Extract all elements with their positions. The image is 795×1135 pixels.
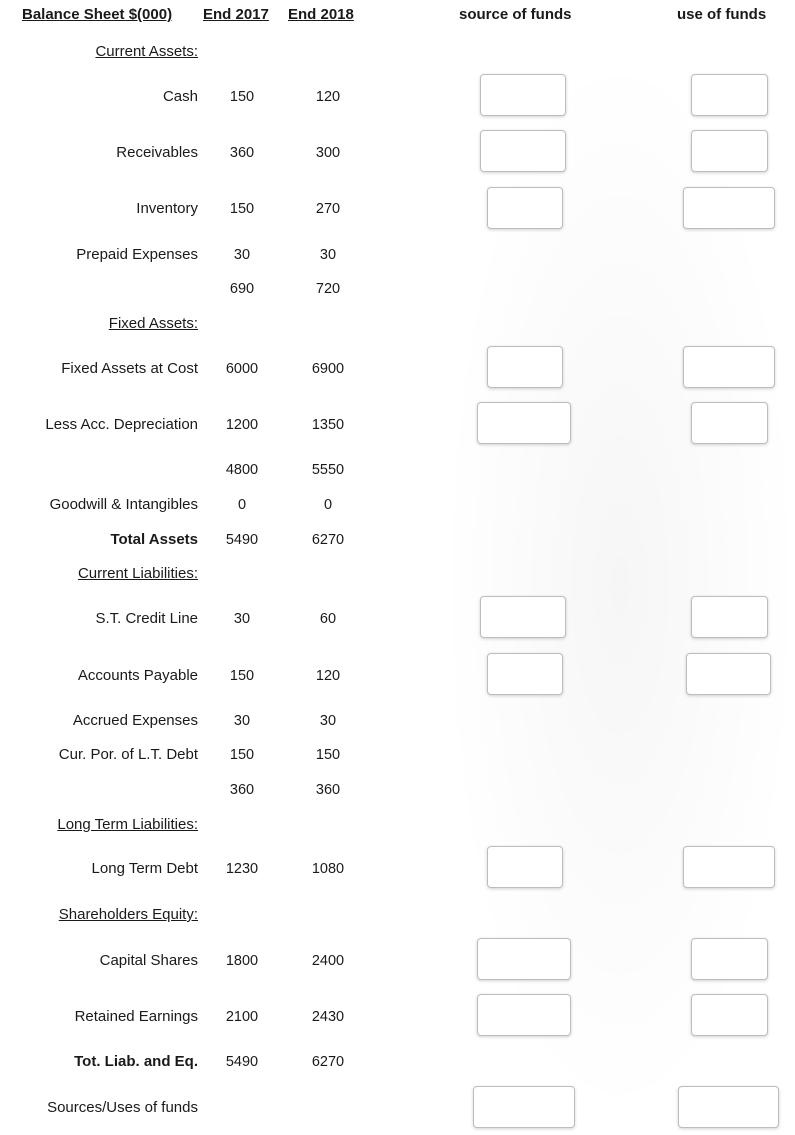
receivables-source-input[interactable] — [480, 130, 566, 172]
prepaid-2018: 30 — [319, 247, 337, 263]
cur-por-2017: 150 — [229, 747, 255, 763]
retained-use-input[interactable] — [691, 994, 768, 1036]
header-title: Balance Sheet $(000) — [22, 6, 173, 23]
row-label-cash: Cash — [162, 88, 198, 105]
row-label-goodwill: Goodwill & Intangibles — [49, 496, 198, 513]
acc-dep-use-input[interactable] — [691, 402, 768, 444]
accrued-2017: 30 — [233, 713, 251, 729]
retained-2017: 2100 — [225, 1009, 259, 1025]
goodwill-2017: 0 — [237, 497, 247, 513]
section-long-term-liabilities: Long Term Liabilities: — [57, 816, 198, 833]
st-credit-use-input[interactable] — [691, 596, 768, 638]
uses-total-input[interactable] — [678, 1086, 779, 1128]
inventory-use-input[interactable] — [683, 187, 775, 229]
acc-dep-2018: 1350 — [311, 417, 345, 433]
current-assets-total-2018: 720 — [315, 281, 341, 297]
tot-liab-eq-2018: 6270 — [311, 1054, 345, 1070]
retained-2018: 2430 — [311, 1009, 345, 1025]
row-label-long-term-debt: Long Term Debt — [91, 860, 198, 877]
receivables-2017: 360 — [229, 145, 255, 161]
fixed-cost-2018: 6900 — [311, 361, 345, 377]
accrued-2018: 30 — [319, 713, 337, 729]
fixed-cost-2017: 6000 — [225, 361, 259, 377]
capital-2018: 2400 — [311, 953, 345, 969]
st-credit-2017: 30 — [233, 611, 251, 627]
acc-dep-2017: 1200 — [225, 417, 259, 433]
net-fixed-2017: 4800 — [225, 462, 259, 478]
prepaid-2017: 30 — [233, 247, 251, 263]
section-fixed-assets: Fixed Assets: — [108, 315, 198, 332]
row-label-retained-earnings: Retained Earnings — [74, 1008, 198, 1025]
accounts-payable-source-input[interactable] — [487, 653, 563, 695]
inventory-2017: 150 — [229, 201, 255, 217]
row-label-st-credit-line: S.T. Credit Line — [95, 610, 198, 627]
row-label-accounts-payable: Accounts Payable — [77, 667, 198, 684]
row-label-inventory: Inventory — [136, 200, 198, 217]
tot-liab-eq-2017: 5490 — [225, 1054, 259, 1070]
lt-debt-2017: 1230 — [225, 861, 259, 877]
section-current-assets: Current Assets: — [95, 43, 198, 60]
row-label-fixed-assets-cost: Fixed Assets at Cost — [61, 360, 198, 377]
acc-dep-source-input[interactable] — [477, 402, 571, 444]
cash-source-input[interactable] — [480, 74, 566, 116]
row-label-tot-liab-eq: Tot. Liab. and Eq. — [74, 1053, 198, 1070]
st-credit-2018: 60 — [319, 611, 337, 627]
section-current-liabilities: Current Liabilities: — [77, 565, 198, 582]
accounts-payable-use-input[interactable] — [686, 653, 771, 695]
capital-2017: 1800 — [225, 953, 259, 969]
section-shareholders-equity: Shareholders Equity: — [58, 906, 198, 923]
fixed-cost-use-input[interactable] — [683, 346, 775, 388]
lt-debt-source-input[interactable] — [487, 846, 563, 888]
row-label-sources-uses: Sources/Uses of funds — [47, 1099, 198, 1116]
header-use-of-funds: use of funds — [677, 6, 767, 23]
lt-debt-2018: 1080 — [311, 861, 345, 877]
cash-2017: 150 — [229, 89, 255, 105]
row-label-total-assets: Total Assets — [110, 531, 198, 548]
st-credit-source-input[interactable] — [480, 596, 566, 638]
fixed-cost-source-input[interactable] — [487, 346, 563, 388]
capital-source-input[interactable] — [477, 938, 571, 980]
retained-source-input[interactable] — [477, 994, 571, 1036]
row-label-prepaid-expenses: Prepaid Expenses — [76, 246, 198, 263]
receivables-use-input[interactable] — [691, 130, 768, 172]
inventory-2018: 270 — [315, 201, 341, 217]
total-assets-2018: 6270 — [311, 532, 345, 548]
row-label-accrued-expenses: Accrued Expenses — [72, 712, 198, 729]
cur-por-2018: 150 — [315, 747, 341, 763]
row-label-receivables: Receivables — [116, 144, 198, 161]
row-label-acc-depreciation: Less Acc. Depreciation — [45, 416, 198, 433]
cash-2018: 120 — [315, 89, 341, 105]
accounts-payable-2017: 150 — [229, 668, 255, 684]
receivables-2018: 300 — [315, 145, 341, 161]
total-assets-2017: 5490 — [225, 532, 259, 548]
sources-total-input[interactable] — [473, 1086, 575, 1128]
accounts-payable-2018: 120 — [315, 668, 341, 684]
capital-use-input[interactable] — [691, 938, 768, 980]
cash-use-input[interactable] — [691, 74, 768, 116]
header-col-2017: End 2017 — [203, 6, 269, 23]
current-assets-total-2017: 690 — [229, 281, 255, 297]
current-liab-total-2018: 360 — [315, 782, 341, 798]
header-col-2018: End 2018 — [288, 6, 354, 23]
net-fixed-2018: 5550 — [311, 462, 345, 478]
header-source-of-funds: source of funds — [459, 6, 572, 23]
goodwill-2018: 0 — [323, 497, 333, 513]
current-liab-total-2017: 360 — [229, 782, 255, 798]
row-label-capital-shares: Capital Shares — [99, 952, 198, 969]
inventory-source-input[interactable] — [487, 187, 563, 229]
row-label-cur-por-lt-debt: Cur. Por. of L.T. Debt — [58, 746, 198, 763]
lt-debt-use-input[interactable] — [683, 846, 775, 888]
